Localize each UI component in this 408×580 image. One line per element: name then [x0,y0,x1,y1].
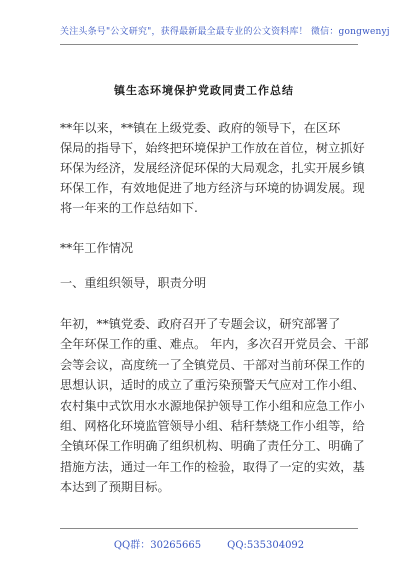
body-line: 全镇环保工作明确了组织机构、明确了责任分工、明确了 [60,439,365,453]
body-line: 组、网格化环境监管领导小组、秸秆禁烧工作小组等，给 [60,419,365,433]
body-line: 本达到了预期目标。 [60,480,170,494]
body-line: 年初，**镇党委、政府召开了专题会议，研究部署了 [60,317,341,331]
footer [60,528,358,551]
body-line: 农村集中式饮用水水源地保护领导工作小组和应急工作小 [60,399,365,413]
footer-qq-group: QQ群：30265665 [113,540,202,551]
subheading: 一、重组织领导，职责分明 [60,276,207,290]
paragraph-line: 环保为经济，发展经济促环保的大局观念，扎实开展乡镇 [60,161,365,175]
body-line: 思想认识，适时的成立了重污染预警天气应对工作小组、 [60,378,365,392]
header-banner: 关注头条号"公文研究"，获得最新最全最专业的公文资料库！ 微信：gongwenyj [60,24,358,45]
paragraph-line: **年以来，**镇在上级党委、政府的领导下，在区环 [60,121,341,135]
paragraph-line: 保局的指导下，始终把环境保护工作放在首位，树立抓好 [60,141,365,155]
document-title: 镇生态环境保护党政同责工作总结 [114,84,294,97]
paragraph-line: 将一年来的工作总结如下. [60,201,198,215]
footer-qq: QQ:535304092 [227,540,305,551]
body-line: 措施方法，通过一年工作的检验，取得了一定的实效，基 [60,460,365,474]
body-line: 会等会议，高度统一了全镇党员、干部对当前环保工作的 [60,358,365,372]
section-heading: **年工作情况 [60,241,134,255]
paragraph-line: 环保工作，有效地促进了地方经济与环境的协调发展。现 [60,181,365,195]
body-line: 全年环保工作的重、难点。 年内，多次召开党员会、干部 [60,337,369,351]
